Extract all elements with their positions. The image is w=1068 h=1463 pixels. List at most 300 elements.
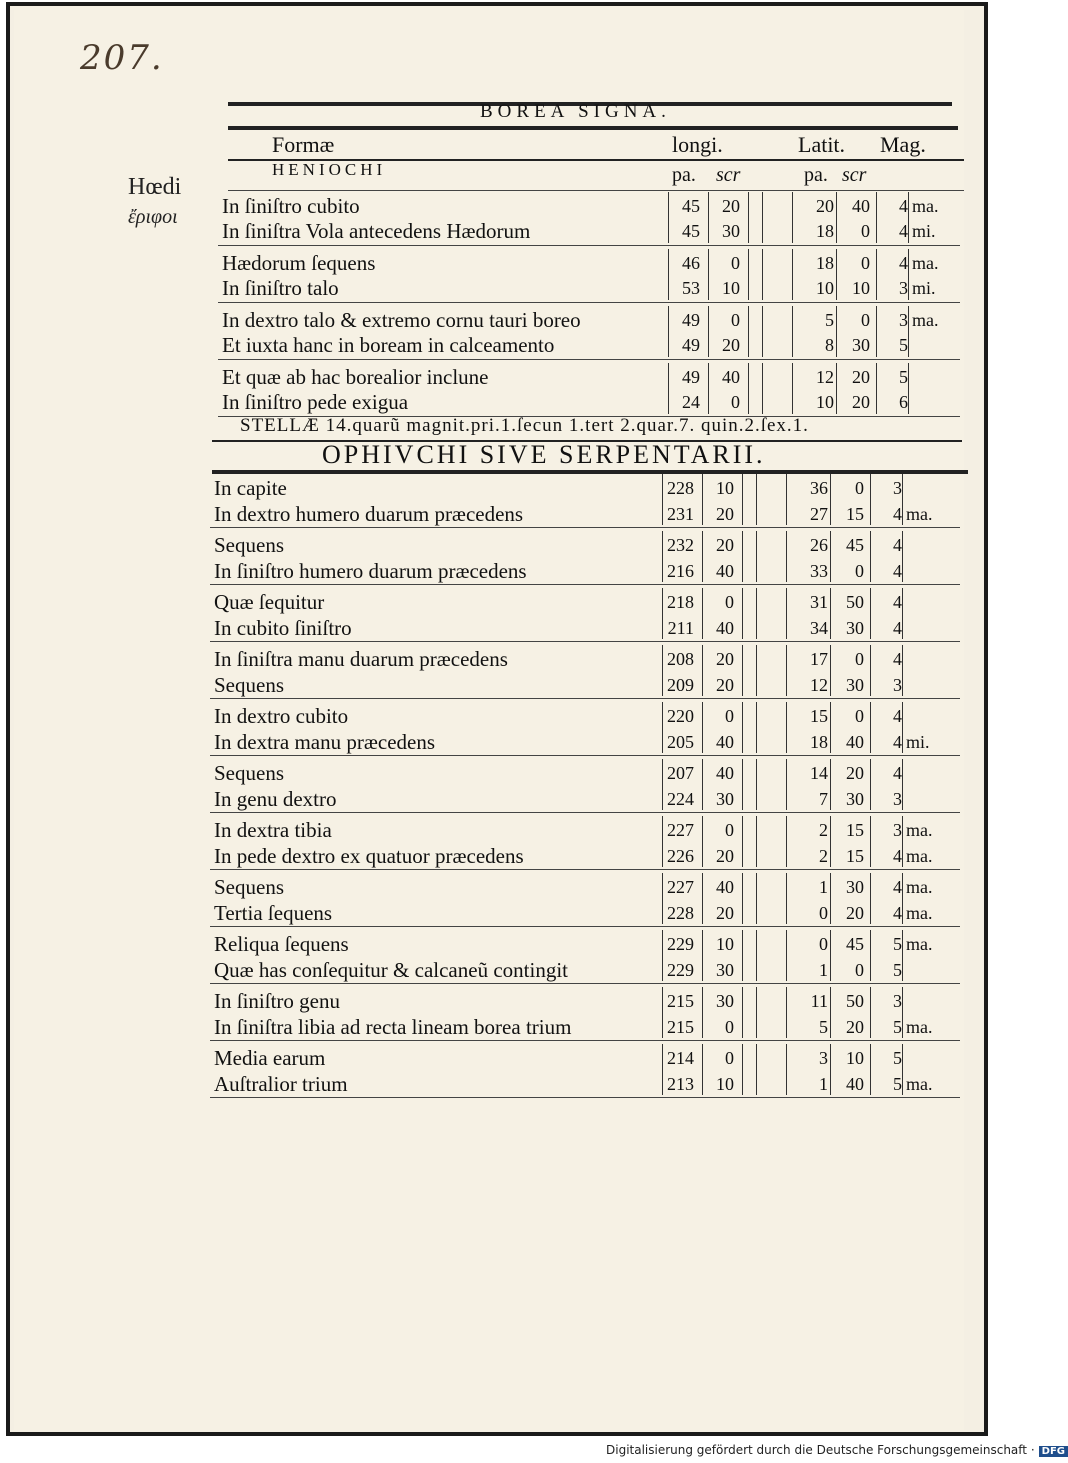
latitude-degrees: 31 [810,592,828,612]
latitude-minutes: 40 [852,196,870,216]
longitude-degrees: 45 [682,196,700,216]
longitude-degrees: 220 [667,706,694,726]
longitude-minutes: 30 [722,221,740,241]
magnitude-note: ma. [906,1074,933,1094]
longitude-minutes: 20 [722,335,740,355]
column-divider [742,702,743,753]
magnitude: 5 [893,1048,902,1068]
column-divider [762,306,763,357]
latitude-minutes: 0 [861,221,870,241]
magnitude: 4 [899,221,908,241]
magnitude-note: ma. [906,1017,933,1037]
column-divider [902,930,903,981]
magnitude-note: mi. [912,278,936,298]
column-divider [756,930,757,981]
longitude-degrees: 232 [667,535,694,555]
column-divider [836,192,837,243]
column-divider [662,588,663,639]
subheader-longitude-scr: scr [716,164,741,186]
longitude-degrees: 215 [667,991,694,1011]
longitude-degrees: 209 [667,675,694,695]
column-divider [830,1044,831,1095]
magnitude: 4 [893,561,902,581]
column-divider [662,1044,663,1095]
column-divider [742,531,743,582]
latitude-minutes: 0 [861,253,870,273]
star-name: In ſiniſtro humero duarum præcedens [214,559,527,583]
magnitude: 3 [899,310,908,330]
column-divider [786,987,787,1038]
folio-number: 207. [80,38,164,78]
latitude-degrees: 5 [825,310,834,330]
longitude-degrees: 218 [667,592,694,612]
latitude-minutes: 50 [846,991,864,1011]
column-divider [786,531,787,582]
star-name: In ſiniſtro cubito [222,194,360,218]
column-divider [702,873,703,924]
column-divider [870,474,871,525]
star-name: Et quæ ab hac borealior inclune [222,365,489,389]
latitude-minutes: 30 [846,789,864,809]
star-name: Sequens [214,533,284,557]
column-divider [830,873,831,924]
column-divider [668,249,669,300]
latitude-minutes: 30 [846,618,864,638]
latitude-minutes: 40 [846,1074,864,1094]
column-divider [902,873,903,924]
longitude-degrees: 53 [682,278,700,298]
column-divider [830,645,831,696]
column-divider [708,249,709,300]
latitude-minutes: 30 [846,877,864,897]
latitude-degrees: 27 [810,504,828,524]
subheader-latitude-pa: pa. [804,164,828,186]
column-divider [836,306,837,357]
latitude-minutes: 45 [846,934,864,954]
latitude-minutes: 0 [855,649,864,669]
longitude-minutes: 0 [725,1017,734,1037]
column-divider [756,588,757,639]
column-divider [702,987,703,1038]
longitude-minutes: 0 [731,310,740,330]
column-divider [756,474,757,525]
ophiuchi-rule [212,470,968,474]
longitude-degrees: 45 [682,221,700,241]
latitude-degrees: 7 [819,789,828,809]
star-name: In dextra tibia [214,818,332,842]
magnitude: 6 [899,392,908,412]
column-divider [870,588,871,639]
magnitude: 4 [893,903,902,923]
subheader-latitude-scr: scr [842,164,867,186]
column-header-longitude: longi. [672,132,723,157]
column-divider [908,192,909,243]
star-name: Sequens [214,875,284,899]
longitude-minutes: 30 [716,991,734,1011]
longitude-minutes: 40 [716,877,734,897]
column-divider [870,645,871,696]
longitude-minutes: 40 [716,561,734,581]
latitude-degrees: 20 [816,196,834,216]
star-name: Sequens [214,673,284,697]
column-divider [742,759,743,810]
magnitude: 3 [893,675,902,695]
column-divider [742,645,743,696]
longitude-minutes: 0 [731,392,740,412]
longitude-minutes: 10 [716,1074,734,1094]
latitude-degrees: 12 [810,675,828,695]
column-divider [902,588,903,639]
column-divider [830,702,831,753]
column-divider [836,249,837,300]
column-divider [786,1044,787,1095]
margin-note-greek: ἔριφοι [128,206,178,228]
latitude-degrees: 11 [810,991,828,1011]
column-divider [662,474,663,525]
column-divider [870,930,871,981]
column-divider [762,363,763,414]
magnitude: 4 [893,535,902,555]
column-divider [702,474,703,525]
latitude-degrees: 12 [816,367,834,387]
latitude-minutes: 15 [846,846,864,866]
longitude-degrees: 224 [667,789,694,809]
latitude-minutes: 20 [846,1017,864,1037]
latitude-minutes: 20 [852,367,870,387]
magnitude-note: ma. [906,846,933,866]
column-divider [902,531,903,582]
longitude-degrees: 49 [682,310,700,330]
column-divider [908,306,909,357]
star-name: In ſiniſtro pede exigua [222,390,409,414]
column-divider [830,759,831,810]
latitude-minutes: 10 [852,278,870,298]
latitude-degrees: 2 [819,846,828,866]
column-divider [786,759,787,810]
column-divider [662,816,663,867]
column-divider [662,645,663,696]
column-divider [756,816,757,867]
column-divider [742,987,743,1038]
star-name: Reliqua ſequens [214,932,349,956]
column-divider [742,1044,743,1095]
group-rule [218,245,960,246]
column-divider [902,1044,903,1095]
magnitude-note: ma. [906,877,933,897]
longitude-degrees: 24 [682,392,700,412]
column-divider [786,588,787,639]
magnitude-note: ma. [906,504,933,524]
longitude-degrees: 207 [667,763,694,783]
column-header-latitude: Latit. [798,132,846,157]
column-divider [662,987,663,1038]
magnitude: 4 [893,732,902,752]
longitude-minutes: 40 [722,367,740,387]
magnitude-note: ma. [906,903,933,923]
latitude-minutes: 20 [846,763,864,783]
column-divider [702,930,703,981]
longitude-minutes: 20 [716,675,734,695]
column-divider [792,192,793,243]
longitude-minutes: 0 [725,1048,734,1068]
column-divider [756,987,757,1038]
column-divider [748,363,749,414]
star-name: In ſiniſtra manu duarum præcedens [214,647,508,671]
column-divider [702,816,703,867]
column-divider [756,531,757,582]
latitude-degrees: 1 [819,960,828,980]
star-name: Auſtralior trium [214,1072,348,1096]
margin-note-latin: Hœdi [128,174,182,200]
group-rule [210,926,960,927]
latitude-degrees: 18 [810,732,828,752]
column-divider [668,363,669,414]
longitude-degrees: 227 [667,820,694,840]
latitude-degrees: 8 [825,335,834,355]
magnitude: 5 [893,1017,902,1037]
column-divider [902,816,903,867]
column-divider [756,645,757,696]
magnitude: 5 [893,934,902,954]
column-divider [668,306,669,357]
column-divider [792,249,793,300]
magnitude: 4 [893,846,902,866]
latitude-minutes: 30 [852,335,870,355]
longitude-minutes: 20 [716,504,734,524]
longitude-degrees: 214 [667,1048,694,1068]
column-divider [756,702,757,753]
magnitude: 3 [893,789,902,809]
longitude-degrees: 226 [667,846,694,866]
column-divider [742,816,743,867]
star-name: In ſiniſtro genu [214,989,340,1013]
group-rule [210,527,960,528]
magnitude: 4 [893,504,902,524]
column-divider [876,363,877,414]
column-divider [748,306,749,357]
column-divider [870,759,871,810]
magnitude: 4 [893,706,902,726]
group-rule [218,302,960,303]
column-divider [702,759,703,810]
longitude-degrees: 227 [667,877,694,897]
longitude-degrees: 213 [667,1074,694,1094]
column-divider [702,531,703,582]
footer-text: Digitalisierung gefördert durch die Deutsche Forschungsgemeinschaft · [606,1443,1035,1457]
column-divider [762,249,763,300]
column-divider [902,474,903,525]
latitude-degrees: 18 [816,221,834,241]
column-divider [902,987,903,1038]
star-name: In ſiniſtra Vola antecedens Hædorum [222,219,531,243]
magnitude-note: ma. [912,253,939,273]
column-divider [762,192,763,243]
column-divider [786,816,787,867]
magnitude: 4 [893,592,902,612]
latitude-degrees: 34 [810,618,828,638]
heniochi-star-summary: STELLÆ 14.quarũ magnit.pri.1.ſecun 1.tert 2.quar.7. quin.2.ſex.1. [240,415,809,436]
column-divider [702,1044,703,1095]
column-divider [830,531,831,582]
star-name: In dextro cubito [214,704,349,728]
section-title: BOREA SIGNA. [480,101,671,122]
longitude-degrees: 228 [667,478,694,498]
magnitude: 3 [893,478,902,498]
column-divider [708,306,709,357]
column-divider [786,873,787,924]
longitude-degrees: 211 [667,618,694,638]
latitude-minutes: 0 [855,706,864,726]
star-name: Hædorum ſequens [222,251,376,275]
column-divider [876,306,877,357]
magnitude: 5 [899,335,908,355]
latitude-degrees: 3 [819,1048,828,1068]
column-divider [742,930,743,981]
longitude-degrees: 231 [667,504,694,524]
longitude-minutes: 20 [716,903,734,923]
magnitude-note: ma. [906,820,933,840]
column-divider [902,702,903,753]
longitude-minutes: 20 [716,846,734,866]
latitude-degrees: 10 [816,278,834,298]
longitude-minutes: 10 [716,934,734,954]
star-name: In ſiniſtra libia ad recta lineam borea trium [214,1015,572,1039]
longitude-minutes: 10 [722,278,740,298]
longitude-minutes: 40 [716,763,734,783]
magnitude-note: mi. [912,221,936,241]
group-rule [210,869,960,870]
column-divider [786,930,787,981]
longitude-minutes: 0 [731,253,740,273]
latitude-degrees: 10 [816,392,834,412]
column-divider [756,759,757,810]
constellation-title-heniochi: HENIOCHI [272,160,387,179]
longitude-minutes: 30 [716,789,734,809]
group-rule [210,755,960,756]
star-name: In capite [214,476,287,500]
column-divider [792,363,793,414]
latitude-minutes: 0 [855,960,864,980]
latitude-minutes: 20 [846,903,864,923]
column-divider [708,363,709,414]
column-divider [836,363,837,414]
column-divider [902,759,903,810]
column-header-formae: Formæ [272,132,335,157]
latitude-degrees: 33 [810,561,828,581]
column-header-magnitude: Mag. [880,132,926,157]
heniochi-rule [228,190,964,191]
star-name: In dextra manu præcedens [214,730,436,754]
star-name: Tertia ſequens [214,901,333,925]
latitude-minutes: 45 [846,535,864,555]
longitude-minutes: 30 [716,960,734,980]
latitude-degrees: 0 [819,903,828,923]
column-divider [870,531,871,582]
column-divider [830,816,831,867]
latitude-minutes: 50 [846,592,864,612]
longitude-degrees: 208 [667,649,694,669]
longitude-minutes: 40 [716,618,734,638]
column-divider [908,363,909,414]
longitude-degrees: 229 [667,934,694,954]
column-divider [742,588,743,639]
latitude-degrees: 15 [810,706,828,726]
column-divider [870,702,871,753]
longitude-minutes: 10 [716,478,734,498]
column-divider [708,192,709,243]
longitude-minutes: 20 [716,535,734,555]
latitude-minutes: 15 [846,820,864,840]
longitude-degrees: 216 [667,561,694,581]
latitude-minutes: 15 [846,504,864,524]
longitude-degrees: 205 [667,732,694,752]
star-name: In genu dextro [214,787,337,811]
subheader-longitude-pa: pa. [672,164,696,186]
column-divider [668,192,669,243]
latitude-degrees: 26 [810,535,828,555]
magnitude: 5 [893,960,902,980]
column-divider [830,474,831,525]
star-name: Quæ has conſequitur & calcaneũ contingit [214,958,568,982]
star-name: Et iuxta hanc in boream in calceamento [222,333,555,357]
longitude-degrees: 229 [667,960,694,980]
column-divider [662,702,663,753]
latitude-minutes: 0 [855,478,864,498]
magnitude: 3 [893,820,902,840]
column-divider [830,987,831,1038]
footer-credit [606,1443,1068,1457]
column-divider [742,873,743,924]
latitude-degrees: 0 [819,934,828,954]
latitude-degrees: 1 [819,1074,828,1094]
column-divider [662,531,663,582]
latitude-degrees: 18 [816,253,834,273]
magnitude: 4 [899,196,908,216]
star-name: In ſiniſtro talo [222,276,339,300]
column-divider [902,645,903,696]
star-name: In dextro humero duarum præcedens [214,502,524,526]
column-divider [662,759,663,810]
group-rule [210,1097,960,1098]
magnitude: 4 [893,618,902,638]
column-divider [702,588,703,639]
latitude-minutes: 10 [846,1048,864,1068]
magnitude: 3 [893,991,902,1011]
column-divider [702,702,703,753]
latitude-degrees: 2 [819,820,828,840]
group-rule [210,983,960,984]
group-rule [210,584,960,585]
dfg-logo: DFG [1039,1446,1068,1457]
column-divider [830,930,831,981]
column-divider [870,1044,871,1095]
latitude-degrees: 36 [810,478,828,498]
group-rule [218,359,960,360]
magnitude: 4 [899,253,908,273]
latitude-degrees: 14 [810,763,828,783]
column-divider [830,588,831,639]
column-divider [748,249,749,300]
latitude-minutes: 40 [846,732,864,752]
latitude-minutes: 20 [852,392,870,412]
latitude-degrees: 1 [819,877,828,897]
star-name: Quæ ſequitur [214,590,325,614]
latitude-minutes: 0 [861,310,870,330]
magnitude: 4 [893,649,902,669]
column-divider [876,192,877,243]
longitude-minutes: 20 [722,196,740,216]
magnitude: 4 [893,877,902,897]
